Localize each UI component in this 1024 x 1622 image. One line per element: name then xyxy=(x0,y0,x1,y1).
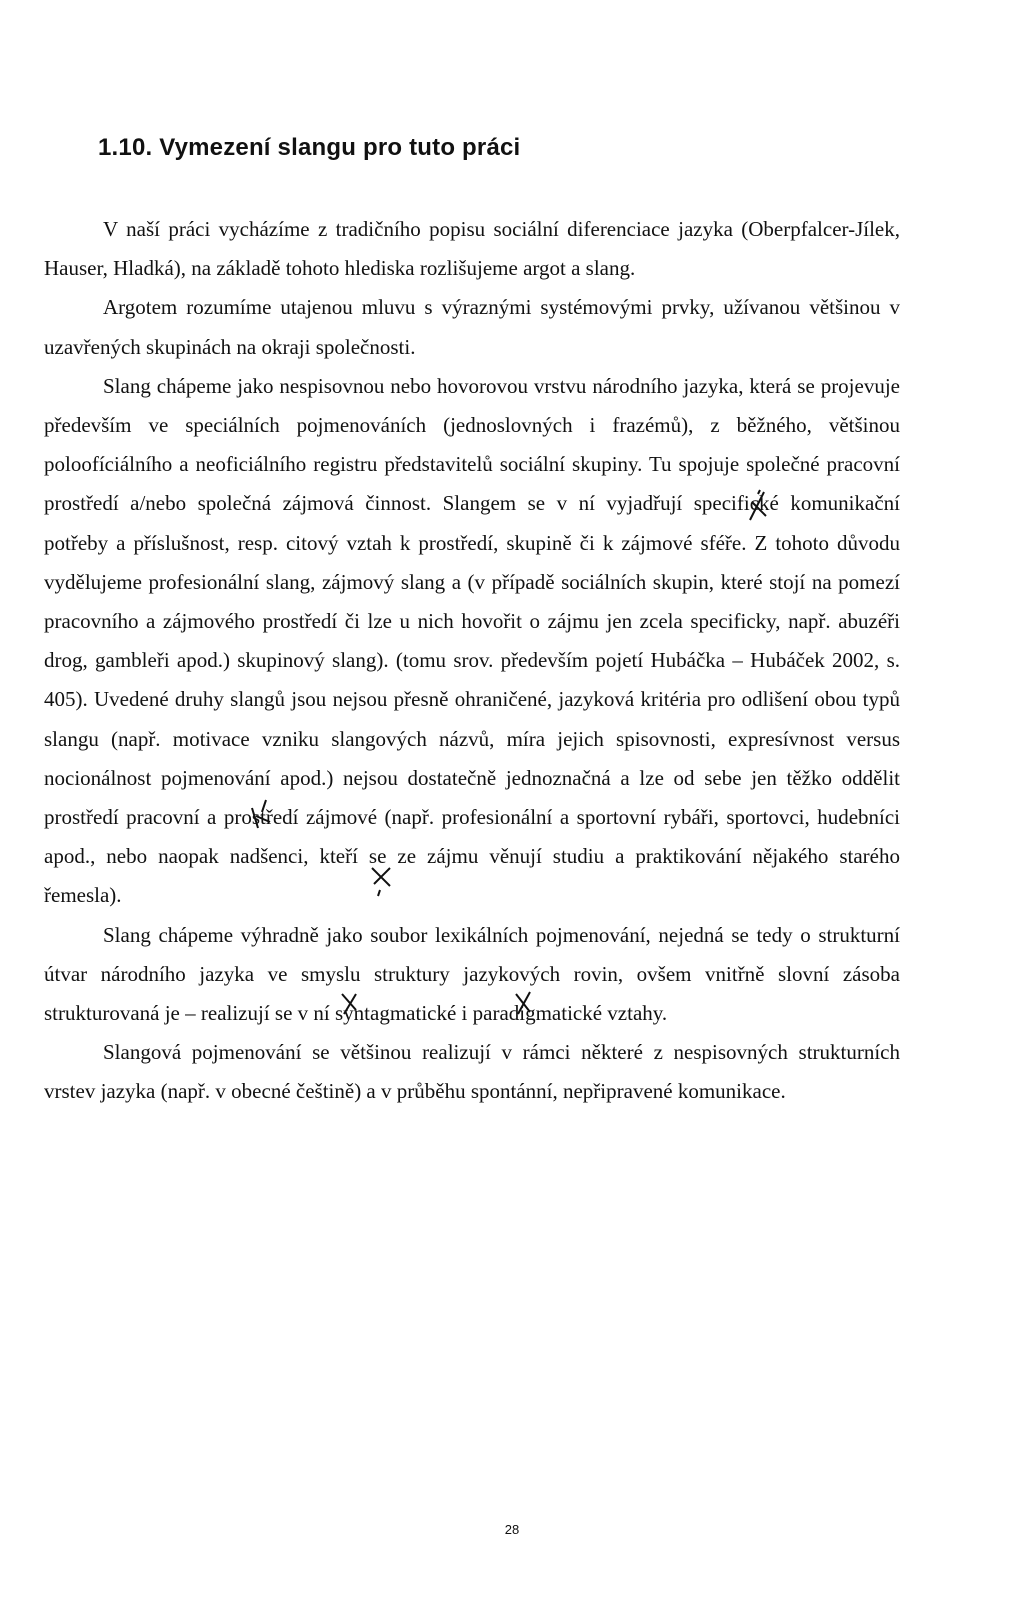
paragraph-slang-lexical: Slang chápeme výhradně jako soubor lexikálních pojmenování, nejedná se tedy o strukturní útvar národního jazyka ve smyslu struktury jazykových rovin, ovšem vnitřně slovní zásoba strukturovaná je – realizují se v ní syntagmatické i paradigmatické vztahy. xyxy=(44,922,900,1026)
paragraph-sociolect-overview: V naší práci vycházíme z tradičního popisu sociální diferenciace jazyka (Oberpfalcer-Jílek, Hauser, Hladká), na základě tohoto hlediska rozlišujeme argot a slang. xyxy=(44,217,900,281)
handwritten-correction-mark xyxy=(746,488,770,524)
paragraph-slang-definition: Slang chápeme jako nespisovnou nebo hovorovou vrstvu národního jazyka, která se projevuje především ve speciálních pojmenováních (jednoslovných i frazémů), z běžného, většinou poloofíciálního a neoficiálního registru představitelů sociální skupiny. Tu spojuje společné pracovní prostředí a/nebo společná zájmová činnost. Slangem se v ní vyjadřují specifické komunikační potřeby a příslušnost, resp. citový vztah k prostředí, skupině či k zájmové sféře. Z tohoto důvodu vydělujeme profesionální slang, zájmový slang a (v případě sociálních skupin, které stojí na pomezí pracovního a zájmového prostředí či lze u nich hovořit o zájmu jen zcela specificky, např. abuzéři drog, gambleři apod.) skupinový slang). (tomu srov. především pojetí Hubáčka – Hubáček 2002, s. 405). Uvedené druhy slangů jsou nejsou přesně ohraničené, jazyková kritéria pro odlišení obou typů slangu (např. motivace vzniku slangových názvů, míra jejich spisovnosti, expresívnost versus nocionálnost pojmenování apod.) nejsou dostatečně jednoznačná a lze od sebe jen těžko oddělit prostředí pracovní a prostředí zájmové (např. profesionální a sportovní rybáři, sportovci, hudebníci apod., nebo naopak nadšenci, kteří se ze zájmu věnují studiu a praktikování nějakého starého řemesla). xyxy=(44,373,900,908)
paragraph-slang-realization: Slangová pojmenování se většinou realizují v rámci některé z nespisovných strukturních vrstev jazyka (např. v obecné češtině) a v průběhu spontánní, nepřipravené komunikace. xyxy=(44,1040,900,1104)
page-number: 28 xyxy=(504,1522,520,1537)
handwritten-correction-mark xyxy=(248,798,274,832)
handwritten-correction-mark xyxy=(370,860,392,900)
handwritten-correction-mark xyxy=(340,988,358,1018)
paragraph-argot-definition: Argotem rozumíme utajenou mluvu s výraznými systémovými prvky, užívanou většinou v uzavřených skupinách na okraji společnosti. xyxy=(44,295,900,359)
section-heading: 1.10. Vymezení slangu pro tuto práci xyxy=(98,134,521,161)
body-text xyxy=(44,210,900,1112)
handwritten-correction-mark xyxy=(514,988,532,1018)
